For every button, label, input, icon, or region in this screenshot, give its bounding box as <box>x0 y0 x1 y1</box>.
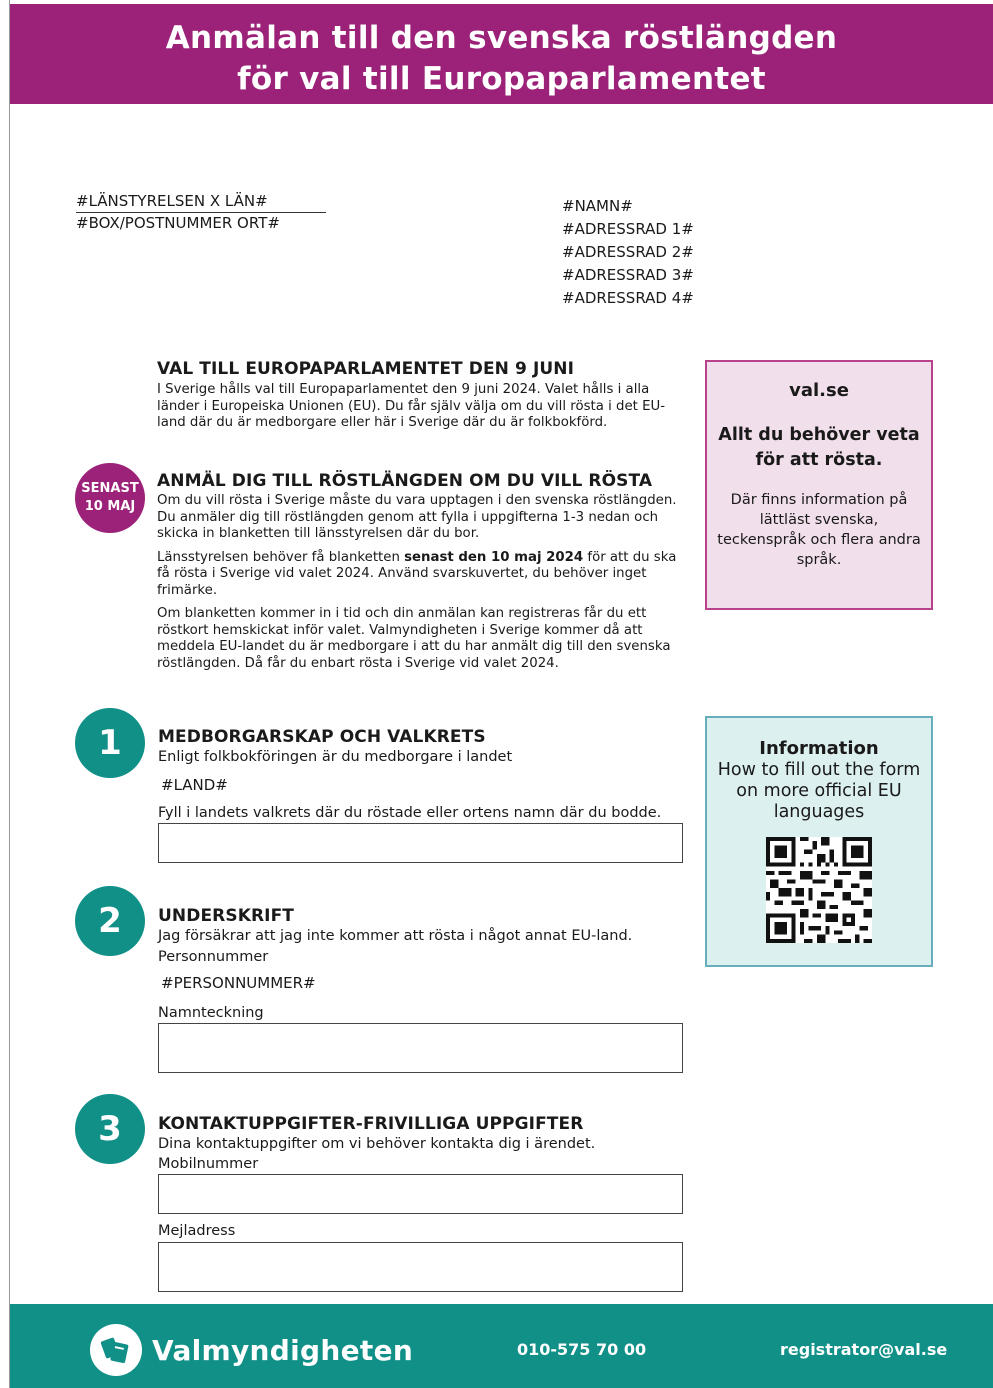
mobile-field[interactable] <box>158 1174 683 1214</box>
sender-line-2: #BOX/POSTNUMMER ORT# <box>76 214 280 232</box>
step-3-badge: 3 <box>75 1094 145 1164</box>
signature-label: Namnteckning <box>158 1005 264 1021</box>
register-paragraph-2 <box>157 550 687 600</box>
step-3-title: KONTAKTUPPGIFTER-FRIVILLIGA UPPGIFTER <box>158 1114 584 1134</box>
contact-phone[interactable]: 010-575 70 00 <box>517 1340 647 1359</box>
register-p2-after: för att du ska få rösta i Sverige vid valet 2024. Använd svarskuvertet, du behöver inget frimärke. <box>157 549 677 598</box>
language-info-box <box>705 716 933 967</box>
step-1-badge: 1 <box>75 708 145 778</box>
step-1-text: Enligt folkbokföringen är du medborgare i landet <box>158 749 513 765</box>
contact-email[interactable]: registrator@val.se <box>780 1340 948 1359</box>
deadline-line-2: 10 MAJ <box>84 499 136 514</box>
recipient-address-1: #ADRESSRAD 1# <box>562 220 694 238</box>
step-1-field-label: Fyll i landets valkrets där du röstade eller ortens namn där du bodde. <box>158 805 662 821</box>
ballot-logo-icon <box>90 1324 142 1376</box>
recipient-address <box>562 195 694 310</box>
register-section <box>157 471 687 679</box>
email-label: Mejladress <box>158 1223 236 1239</box>
intro-title: VAL TILL EUROPAPARLAMENTET DEN 9 JUNI <box>157 359 575 379</box>
register-title: ANMÄL DIG TILL RÖSTLÄNGDEN OM DU VILL RÖSTA <box>157 471 653 491</box>
language-info-subtitle: How to fill out the form on more official EU languages <box>717 760 921 822</box>
sender-line-1: #LÄNSTYRELSEN X LÄN# <box>76 192 326 213</box>
step-2-title: UNDERSKRIFT <box>158 906 294 926</box>
valse-info-box <box>705 360 933 610</box>
signature-field[interactable] <box>158 1023 683 1073</box>
personal-number: #PERSONNUMMER# <box>161 974 316 992</box>
page-title-line-2: för val till Europaparlamentet <box>237 61 766 97</box>
step-2-text: Jag försäkrar att jag inte kommer att rösta i något annat EU-land. <box>158 928 633 944</box>
sender-address <box>76 192 326 232</box>
email-field[interactable] <box>158 1242 683 1292</box>
intro-section <box>157 359 682 432</box>
recipient-address-2: #ADRESSRAD 2# <box>562 243 694 261</box>
register-deadline-text: senast den 10 maj 2024 <box>404 549 584 565</box>
recipient-name: #NAMN# <box>562 197 633 215</box>
deadline-badge <box>75 463 145 533</box>
language-info-title: Information <box>759 738 879 759</box>
mobile-label: Mobilnummer <box>158 1156 259 1172</box>
brand-name: Valmyndigheten <box>152 1333 414 1367</box>
recipient-address-4: #ADRESSRAD 4# <box>562 289 694 307</box>
valse-headline: Allt du behöver veta för att rösta. <box>718 425 920 470</box>
page-footer <box>10 1304 993 1388</box>
personal-number-label: Personnummer <box>158 949 269 965</box>
register-p2-before: Länsstyrelsen behöver få blanketten <box>157 549 405 565</box>
intro-text: I Sverige hålls val till Europaparlamentet den 9 juni 2024. Valet hålls i alla länder i Europeiska Unionen (EU). Du får själv välja om du vill rösta i det EU-land där du är medborgare eller här i Sverige där du är folkbokförd. <box>157 382 666 430</box>
page-title-line-1: Anmälan till den svenska röstlängden <box>165 20 838 56</box>
step-1-title: MEDBORGARSKAP OCH VALKRETS <box>158 727 486 747</box>
brand <box>90 1324 413 1376</box>
register-paragraph-3: Om blanketten kommer in i tid och din anmälan kan registreras får du ett röstkort hemskickat inför valet. Valmyndigheten i Sverige kommer då att meddela EU-landet du är medborgare i att du har anmält dig till den svenska röstlängden. Då får du enbart rösta i Sverige vid valet 2024. <box>157 606 671 671</box>
recipient-address-3: #ADRESSRAD 3# <box>562 266 694 284</box>
page-header <box>10 4 993 104</box>
valse-site[interactable]: val.se <box>789 380 849 401</box>
step-3-text: Dina kontaktuppgifter om vi behöver kontakta dig i ärendet. <box>158 1136 596 1152</box>
constituency-field[interactable] <box>158 823 683 863</box>
step-1-country: #LAND# <box>161 776 228 794</box>
step-2-section <box>158 906 683 1073</box>
valse-description: Där finns information på lättläst svenska, teckenspråk och flera andra språk. <box>717 492 921 568</box>
qr-code-icon[interactable] <box>766 837 872 943</box>
step-3-section <box>158 1114 683 1292</box>
register-paragraph-1: Om du vill rösta i Sverige måste du vara upptagen i den svenska röstlängden. Du anmäler dig till röstlängden genom att fylla i uppgifterna 1-3 nedan och skicka in blanketten till länsstyrelsen där du bor. <box>157 493 677 541</box>
step-2-badge: 2 <box>75 886 145 956</box>
step-1-section <box>158 727 683 863</box>
deadline-line-1: SENAST <box>81 481 139 496</box>
